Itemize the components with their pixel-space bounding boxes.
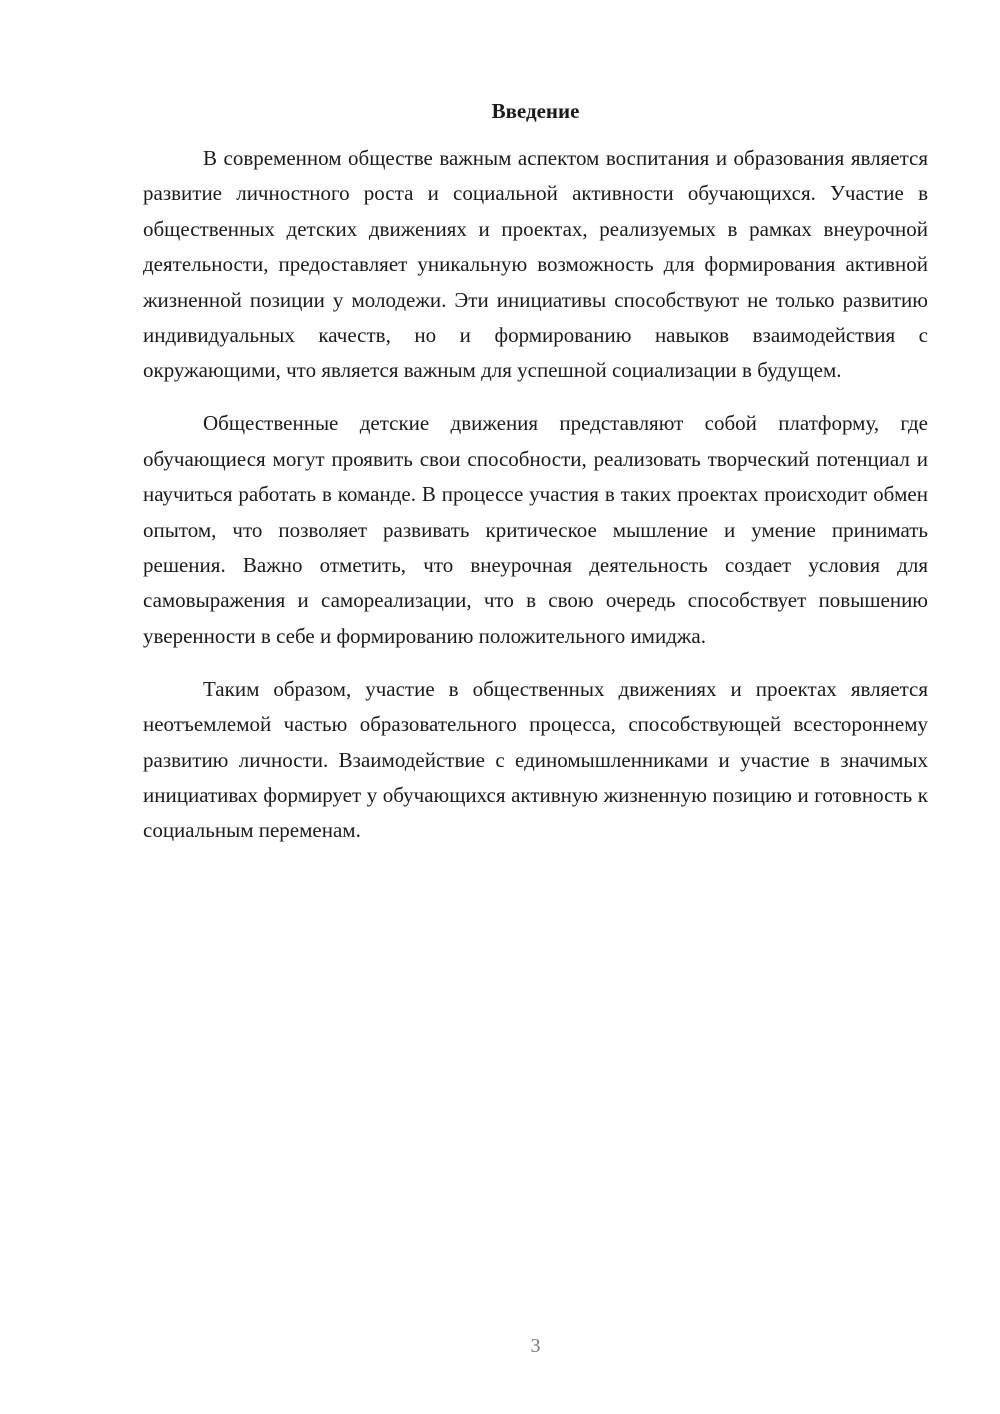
page-number: 3 (530, 1335, 541, 1357)
paragraph-3: Таким образом, участие в общественных движениях и проектах является неотъемлемой частью образовательного процесса, способствующей всестороннему развитию личности. Взаимодействие с единомышленниками и участие в значимых инициативах формирует у обучающихся активную жизненную позицию и готовность к социальным переменам. (143, 676, 928, 843)
body-text (143, 141, 928, 866)
paragraph-1: В современном обществе важным аспектом воспитания и образования является развитие личностного роста и социальной активности обучающихся. Участие в общественных детских движениях и проектах, реализуемых в рамках внеурочной деятельности, предоставляет уникальную возможность для формирования активной жизненной позиции у молодежи. Эти инициативы способствуют не только развитию индивидуальных качеств, но и формированию навыков взаимодействия с окружающими, что является важным для успешной социализации в будущем. (143, 146, 928, 383)
paragraph-2: Общественные детские движения представляют собой платформу, где обучающиеся могут проявить свои способности, реализовать творческий потенциал и научиться работать в команде. В процессе участия в таких проектах происходит обмен опытом, что позволяет развивать критическое мышление и умение принимать решения. Важно отметить, что внеурочная деятельность создает условия для самовыражения и самореализации, что в свою очередь способствует повышению уверенности в себе и формированию положительного имиджа. (143, 411, 928, 648)
page-title: Введение (491, 99, 580, 123)
